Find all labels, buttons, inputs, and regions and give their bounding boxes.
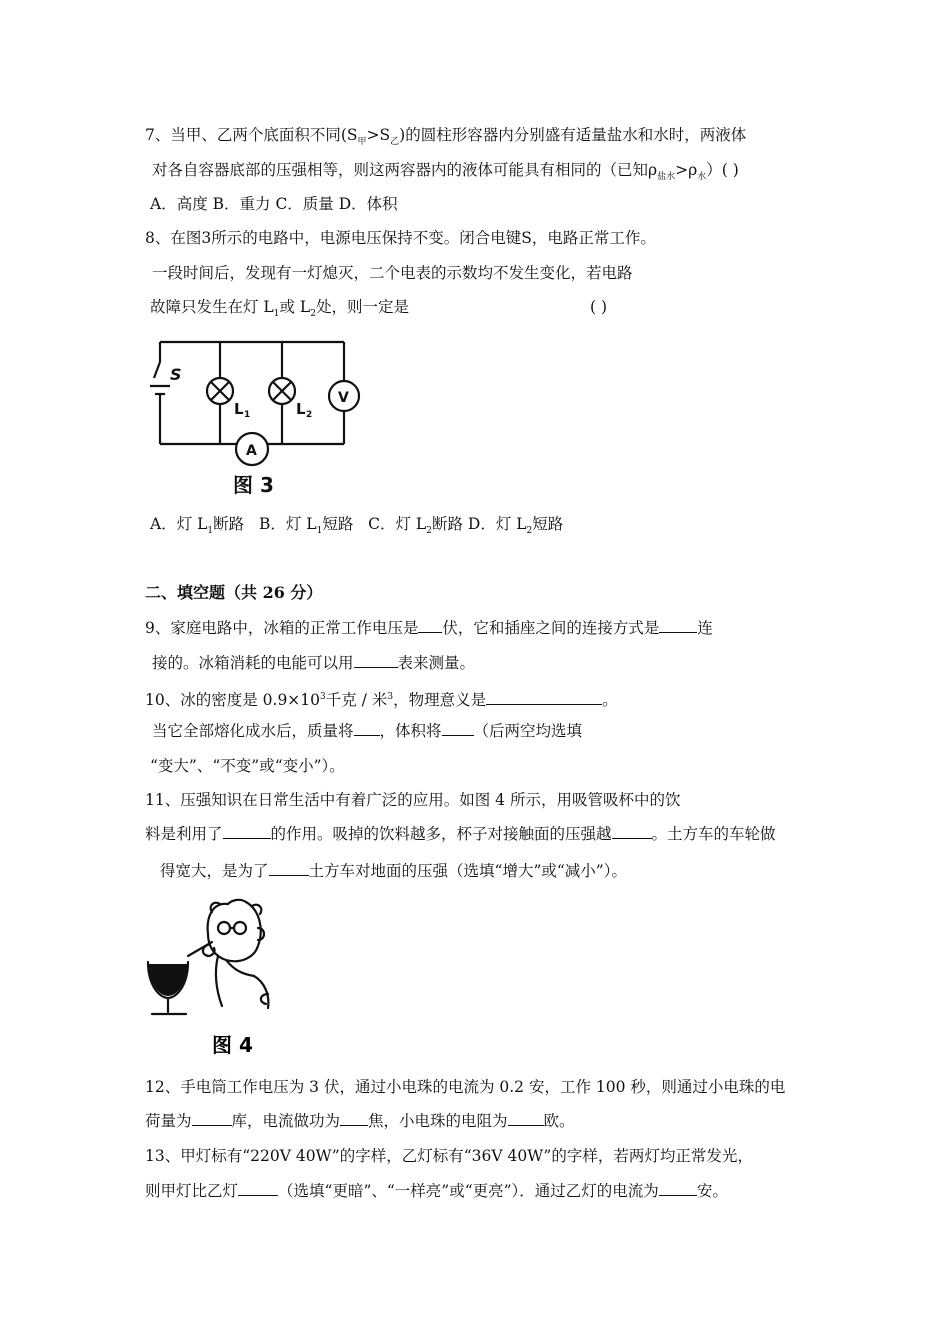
- q9-blank-meter[interactable]: [354, 652, 398, 668]
- q7-line1: 7、当甲、乙两个底面积不同$(S_甲>S_乙)$的圆柱形容器内分别盛有适量盐水和水时，两液体: [145, 126, 747, 148]
- man-drinking-straw-illustration: [142, 890, 282, 1060]
- q12-line1: 12、手电筒工作电压为 3 伏，通过小电珠的电流为 0.2 安，工作 100 秒，则通过小电珠的电: [145, 1078, 786, 1096]
- figure-4-caption: 图 4: [212, 1033, 253, 1057]
- q8-line3: 故障只发生在灯 $L_1$或 $L_2$处，则一定是: [150, 298, 409, 320]
- switch-label: S: [170, 365, 182, 384]
- q11-blank-effect[interactable]: [269, 860, 309, 876]
- q10-blank-mass[interactable]: [354, 720, 380, 736]
- q13-line1: 13、甲灯标有“220V 40W”的字样，乙灯标有“36V 40W”的字样，若两灯均正常发光，: [145, 1147, 753, 1165]
- q10-blank-volume[interactable]: [442, 720, 474, 736]
- ammeter-label: A: [246, 443, 257, 459]
- lamp2-label: L: [296, 400, 306, 418]
- lamp1-label: L: [234, 400, 244, 418]
- q12-blank-charge[interactable]: [192, 1110, 232, 1126]
- q11-line3: 得宽大，是为了 土方车对地面的压强（选填“增大”或“减小”）。: [160, 862, 627, 880]
- q11-blank-force[interactable]: [223, 823, 271, 839]
- figure-4-straw: [142, 890, 282, 1060]
- q12-blank-resistance[interactable]: [508, 1110, 544, 1126]
- q9-line1: 9、家庭电路中，冰箱的正常工作电压是 伏，它和插座之间的连接方式是 连: [145, 619, 713, 637]
- q8-answer-paren: ( ): [590, 298, 608, 316]
- section-2-title: 二、填空题（共 26 分）: [145, 583, 323, 602]
- voltmeter-label: V: [338, 390, 349, 406]
- figure-3-circuit: [148, 332, 368, 502]
- q9-blank-connection[interactable]: [659, 617, 697, 633]
- figure-3-caption: 图 3: [233, 473, 274, 497]
- circuit-diagram: [148, 332, 368, 502]
- q9-line2: 接的。冰箱消耗的电能可以用 表来测量。: [152, 654, 476, 672]
- q11-line2: 料是利用了 的作用。吸掉的饮料越多，杯子对接触面的压强越 。土方车的车轮做: [145, 825, 776, 843]
- q10-line3: “变大”、“不变”或“变小”）。: [150, 757, 345, 775]
- q11-blank-pressure[interactable]: [612, 823, 652, 839]
- q9-blank-voltage[interactable]: [418, 617, 442, 633]
- q8-line2: 一段时间后，发现有一灯熄灭，二个电表的示数均不发生变化，若电路: [152, 264, 633, 282]
- q8-line1: 8、在图3所示的电路中，电源电压保持不变。闭合电键S，电路正常工作。: [145, 229, 656, 247]
- lamp-l1-icon: [207, 378, 233, 404]
- q10-line1: 10、冰的密度是 $0.9\times 10^3$千克 / 米$^3$，物理意义是 。: [145, 691, 618, 710]
- q11-line1: 11、压强知识在日常生活中有着广泛的应用。如图 4 所示，用吸管吸杯中的饮: [145, 791, 681, 809]
- q12-blank-work[interactable]: [340, 1110, 368, 1126]
- q10-blank-meaning[interactable]: [486, 689, 602, 705]
- lamp1-sub: 1: [244, 410, 251, 420]
- q13-line2: 则甲灯比乙灯 （选填“更暗”、“一样亮”或“更亮”）．通过乙灯的电流为 安。: [145, 1182, 728, 1200]
- q7-options: A．高度 B．重力 C．质量 D．体积: [150, 195, 398, 213]
- q13-blank-brightness[interactable]: [238, 1180, 278, 1196]
- q10-line2: 当它全部熔化成水后，质量将 ，体积将 （后两空均选填: [152, 722, 583, 740]
- q12-line2: 荷量为 库，电流做功为 焦，小电珠的电阻为 欧。: [145, 1112, 575, 1130]
- q13-blank-current[interactable]: [659, 1180, 697, 1196]
- lamp-l2-icon: [269, 378, 295, 404]
- lamp2-sub: 2: [306, 410, 313, 420]
- q7-line2: 对各自容器底部的压强相等，则这两容器内的液体可能具有相同的（已知$\rho_{盐水}>\rho_水$）( ): [152, 161, 739, 183]
- battery-icon: [150, 386, 170, 394]
- q8-options: A．灯 $L_1$断路 B．灯 $L_1$短路 C．灯 $L_2$断路 D．灯 $L_2$短路: [150, 515, 564, 537]
